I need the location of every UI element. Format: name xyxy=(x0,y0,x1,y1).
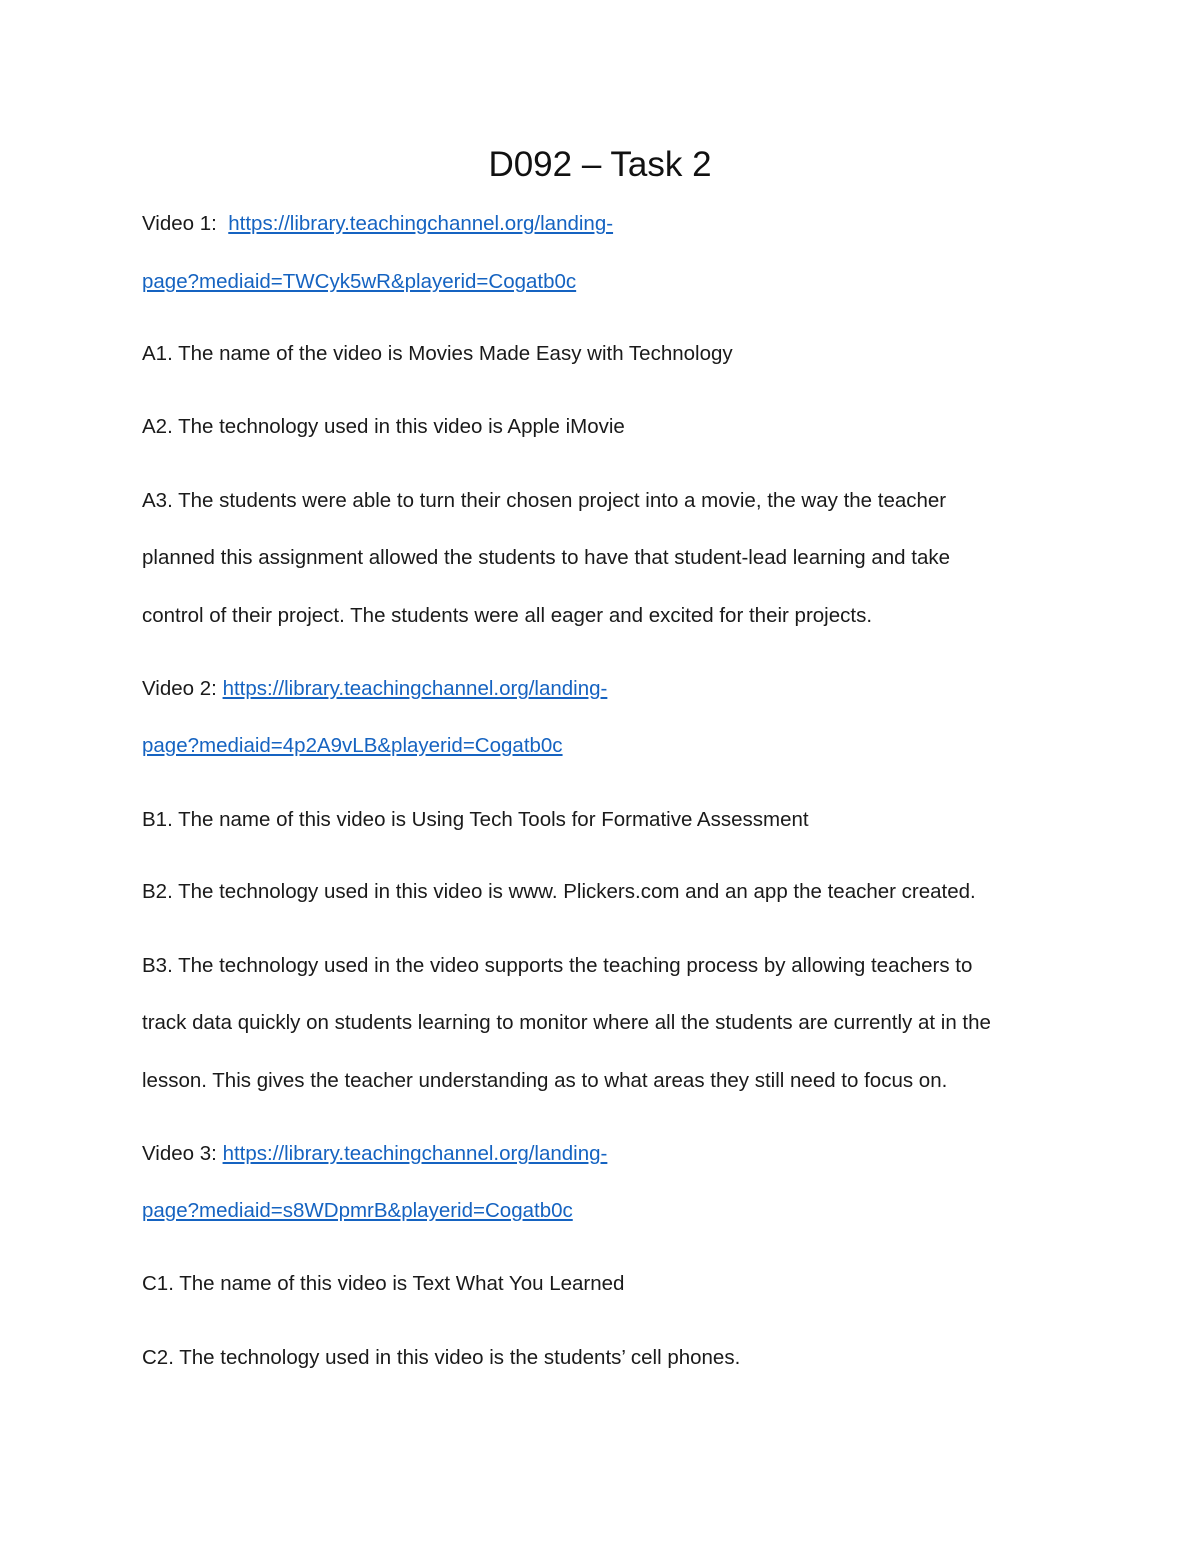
answer-a2: A2. The technology used in this video is Apple iMovie xyxy=(142,415,625,438)
video3-line xyxy=(142,1140,607,1168)
video1-link-continued[interactable]: page?mediaid=TWCyk5wR&playerid=Cogatb0c xyxy=(142,270,577,293)
answer-c2: C2. The technology used in this video is the students’ cell phones. xyxy=(142,1346,741,1369)
video3-link-continued-line xyxy=(142,1197,573,1225)
video2-link-continued[interactable]: page?mediaid=4p2A9vLB&playerid=Cogatb0c xyxy=(142,734,563,757)
document-title: D092 – Task 2 xyxy=(488,145,712,184)
answer-b2: B2. The technology used in this video is www. Plickers.com and an app the teacher created. xyxy=(142,880,976,903)
video1-line xyxy=(142,210,613,238)
answer-b3-line: B3. The technology used in the video supports the teaching process by allowing teachers to xyxy=(142,954,973,977)
video1-link[interactable]: https://library.teachingchannel.org/landing- xyxy=(228,212,614,235)
video3-link-continued[interactable]: page?mediaid=s8WDpmrB&playerid=Cogatb0c xyxy=(142,1199,573,1222)
answer-a3-line: control of their project. The students were all eager and excited for their projects. xyxy=(142,604,873,627)
answer-b3-line: track data quickly on students learning to monitor where all the students are currently at in the xyxy=(142,1011,991,1034)
video2-line xyxy=(142,675,607,703)
answer-c1: C1. The name of this video is Text What You Learned xyxy=(142,1272,625,1295)
answer-a3-line: A3. The students were able to turn their chosen project into a movie, the way the teacher xyxy=(142,489,947,512)
answer-a1: A1. The name of the video is Movies Made Easy with Technology xyxy=(142,342,733,365)
video3-link[interactable]: https://library.teachingchannel.org/landing- xyxy=(222,1142,608,1165)
video2-link-continued-line xyxy=(142,732,563,760)
answer-a3-line: planned this assignment allowed the students to have that student-lead learning and take xyxy=(142,546,951,569)
answer-b3-line: lesson. This gives the teacher understanding as to what areas they still need to focus on. xyxy=(142,1069,948,1092)
video2-label: Video 2: xyxy=(142,677,217,700)
video1-label: Video 1: xyxy=(142,212,217,235)
video1-link-continued-line xyxy=(142,268,576,296)
video3-label: Video 3: xyxy=(142,1142,217,1165)
answer-b1: B1. The name of this video is Using Tech Tools for Formative Assessment xyxy=(142,808,809,831)
video2-link[interactable]: https://library.teachingchannel.org/landing- xyxy=(222,677,608,700)
